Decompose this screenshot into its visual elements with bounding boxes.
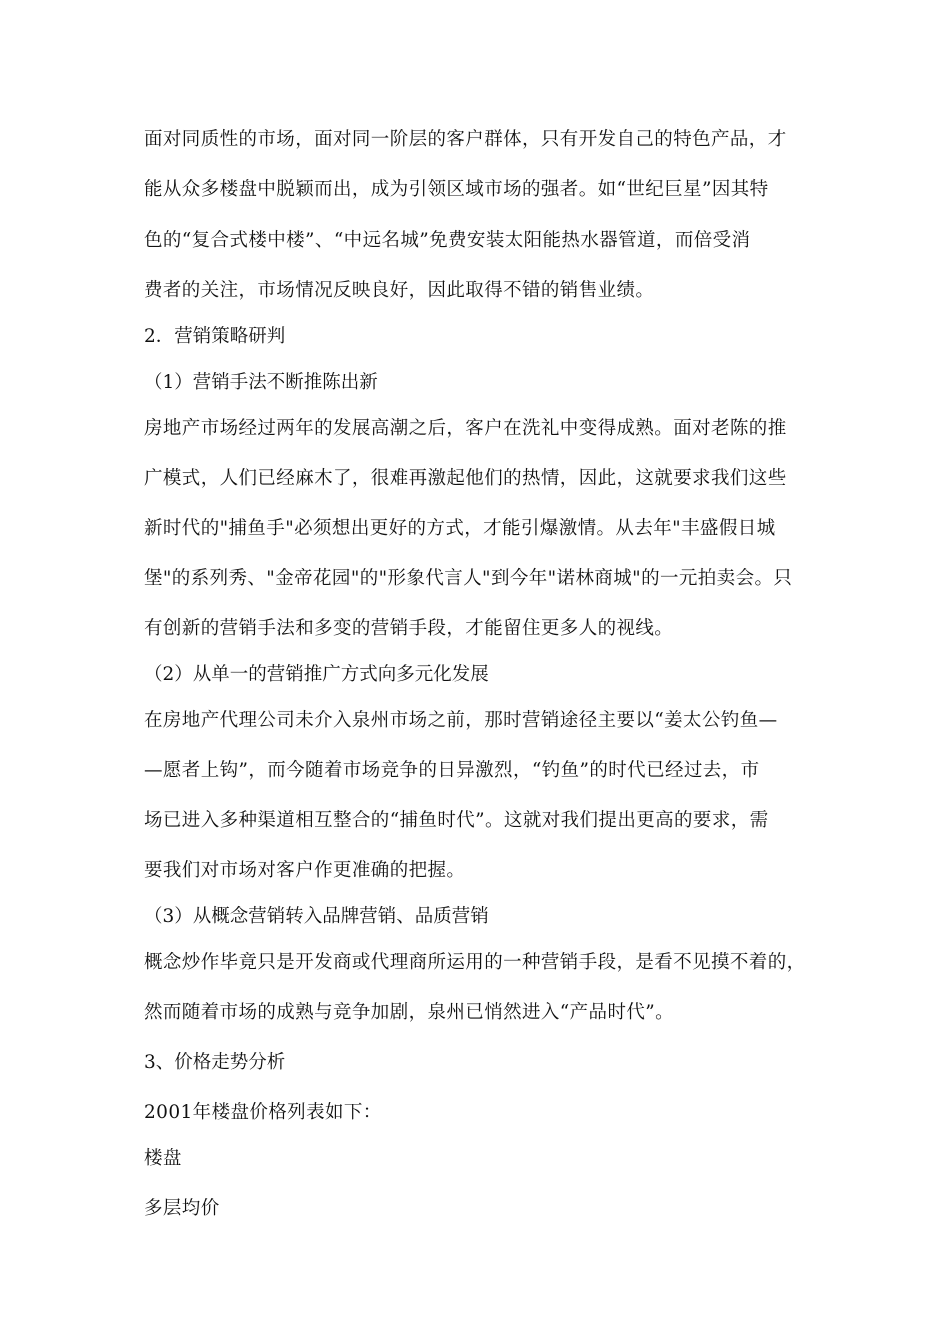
- paragraph-line: 要我们对市场对客户作更准确的把握。: [144, 860, 466, 881]
- paragraph-line: —愿者上钩”，而今随着市场竞争的日异激烈，“钓鱼”的时代已经过去，市: [144, 760, 760, 781]
- paragraph-line: 广模式，人们已经麻木了，很难再激起他们的热情，因此，这就要求我们这些: [144, 468, 787, 489]
- paragraph-line: 概念炒作毕竟只是开发商或代理商所运用的一种营销手段，是看不见摸不着的，: [144, 952, 806, 973]
- paragraph-line: 房地产市场经过两年的发展高潮之后，客户在洗礼中变得成熟。面对老陈的推: [144, 418, 787, 439]
- paragraph-line: 在房地产代理公司未介入泉州市场之前，那时营销途径主要以“姜太公钓鱼—: [144, 710, 778, 731]
- paragraph-line: 新时代的"捕鱼手"必须想出更好的方式，才能引爆激情。从去年"丰盛假日城: [144, 518, 776, 539]
- subsection-heading: （3）从概念营销转入品牌营销、品质营销: [144, 906, 489, 927]
- subsection-heading: （1）营销手法不断推陈出新: [144, 372, 378, 393]
- paragraph-line: 面对同质性的市场，面对同一阶层的客户群体，只有开发自己的特色产品，才: [144, 129, 787, 150]
- table-header-cell: 多层均价: [144, 1198, 220, 1219]
- table-intro: 2001年楼盘价格列表如下：: [144, 1102, 382, 1123]
- paragraph-line: 费者的关注，市场情况反映良好，因此取得不错的销售业绩。: [144, 280, 655, 301]
- paragraph-line: 色的“复合式楼中楼”、“中远名城”免费安装太阳能热水器管道，而倍受消: [144, 230, 751, 251]
- section-heading: 3、价格走势分析: [144, 1052, 286, 1073]
- section-heading: 2．营销策略研判: [144, 326, 286, 347]
- subsection-heading: （2）从单一的营销推广方式向多元化发展: [144, 664, 489, 685]
- paragraph-line: 场已进入多种渠道相互整合的“捕鱼时代”。这就对我们提出更高的要求，需: [144, 810, 769, 831]
- paragraph-line: 然而随着市场的成熟与竞争加剧，泉州已悄然进入“产品时代”。: [144, 1002, 675, 1023]
- paragraph-line: 能从众多楼盘中脱颖而出，成为引领区域市场的强者。如“世纪巨星”因其特: [144, 179, 769, 200]
- paragraph-line: 堡"的系列秀、"金帝花园"的"形象代言人"到今年"诺林商城"的一元拍卖会。只: [144, 568, 793, 589]
- table-header-cell: 楼盘: [144, 1148, 182, 1169]
- paragraph-line: 有创新的营销手法和多变的营销手段，才能留住更多人的视线。: [144, 618, 674, 639]
